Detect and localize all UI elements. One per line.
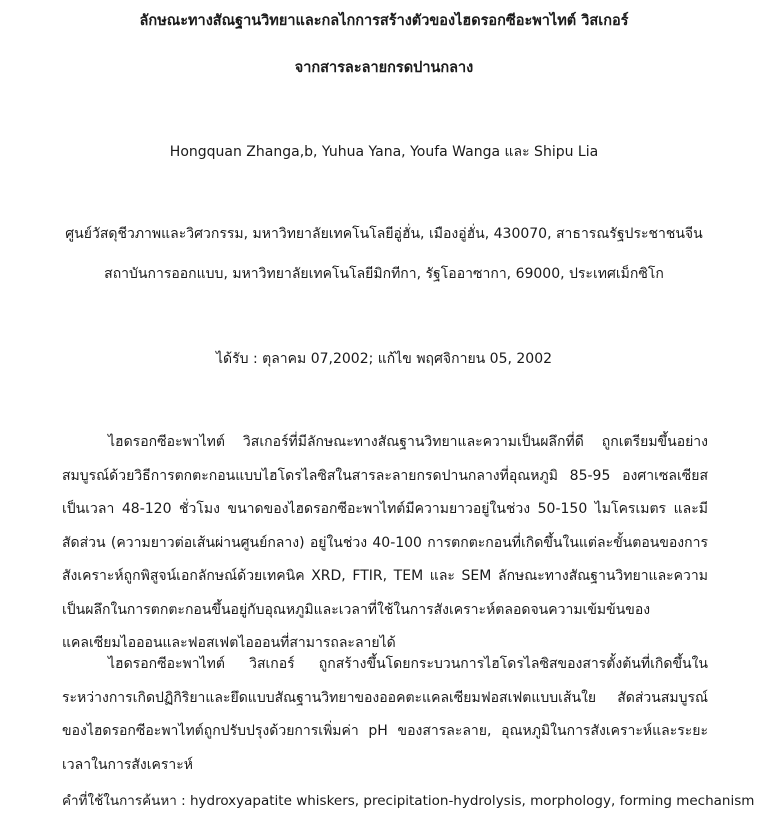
abstract-paragraph-1-text: ไฮดรอกซีอะพาไทต์ วิสเกอร์ที่มีลักษณะทางสัณฐานวิทยาและความเป็นผลึกที่ดี ถูกเตรียมขึ้นอย่างสมบูรณ์ด้วยวิธีการตกตะกอนแบบไฮโดรไลซิสในสารละลายกรดปานกลางที่อุณหภูมิ 85-95 องศาเซลเซียส เป็นเวลา 48-120 ชั่วโมง ขนาดของไฮดรอกซีอะพาไทต์มีความยาวอยู่ในช่วง 50-150 ไมโครเมตร และมีสัดส่วน (ความยาวต่อเส้นผ่านศูนย์กลาง) อยู่ในช่วง 40-100 การตกตะกอนที่เกิดขึ้นในแต่ละขั้นตอนของการสังเคราะห์ถูกพิสูจน์เอกลักษณ์ด้วยเทคนิค XRD, FTIR, TEM และ SEM ลักษณะทางสัณฐานวิทยาและความเป็นผลึกในการตกตะกอนขึ้นอยู่กับอุณหภูมิและเวลาที่ใช้ในการสังเคราะห์ตลอดจนความเข้มข้นของแคลเซียมไอออนและฟอสเฟตไอออนที่สามารถละลายได้ (62, 434, 708, 651)
abstract-paragraph-2 (62, 648, 708, 782)
abstract-paragraph-1 (62, 426, 708, 661)
keywords-line: คำที่ใช้ในการค้นหา : hydroxyapatite whiskers, precipitation-hydrolysis, morphology, forming mechanism (62, 793, 755, 809)
paper-title-line-1: ลักษณะทางสัณฐานวิทยาและกลไกการสร้างตัวของไฮดรอกซีอะพาไทต์ วิสเกอร์ (139, 13, 629, 29)
affiliation-2: สถาบันการออกแบบ, มหาวิทยาลัยเทคโนโลยีมิกทีกา, รัฐโออาซากา, 69000, ประเทศเม็กซิโก (104, 266, 664, 282)
author-list: Hongquan Zhanga,b, Yuhua Yana, Youfa Wanga และ Shipu Lia (169, 144, 599, 160)
abstract-paragraph-2-text: ไฮดรอกซีอะพาไทต์ วิสเกอร์ ถูกสร้างขึ้นโดยกระบวนการไฮโดรไลซิสของสารตั้งต้นที่เกิดขึ้นในระหว่างการเกิดปฏิกิริยาและยึดแบบสัณฐานวิทยาของออคตะแคลเซียมฟอสเฟตแบบเส้นใย สัดส่วนสมบูรณ์ของไฮดรอกซีอะพาไทต์ถูกปรับปรุงด้วยการเพิ่มค่า pH ของสารละลาย, อุณหภูมิในการสังเคราะห์และระยะเวลาในการสังเคราะห์ (62, 656, 708, 773)
affiliation-1: ศูนย์วัสดุชีวภาพและวิศวกรรม, มหาวิทยาลัยเทคโนโลยีอู่ฮั่น, เมืองอู่ฮั่น, 430070, สาธารณรัฐประชาชนจีน (65, 226, 703, 242)
paper-title-line-2: จากสารละลายกรดปานกลาง (294, 60, 474, 76)
received-dates: ได้รับ : ตุลาคม 07,2002; แก้ไข พฤศจิกายน 05, 2002 (215, 351, 553, 367)
